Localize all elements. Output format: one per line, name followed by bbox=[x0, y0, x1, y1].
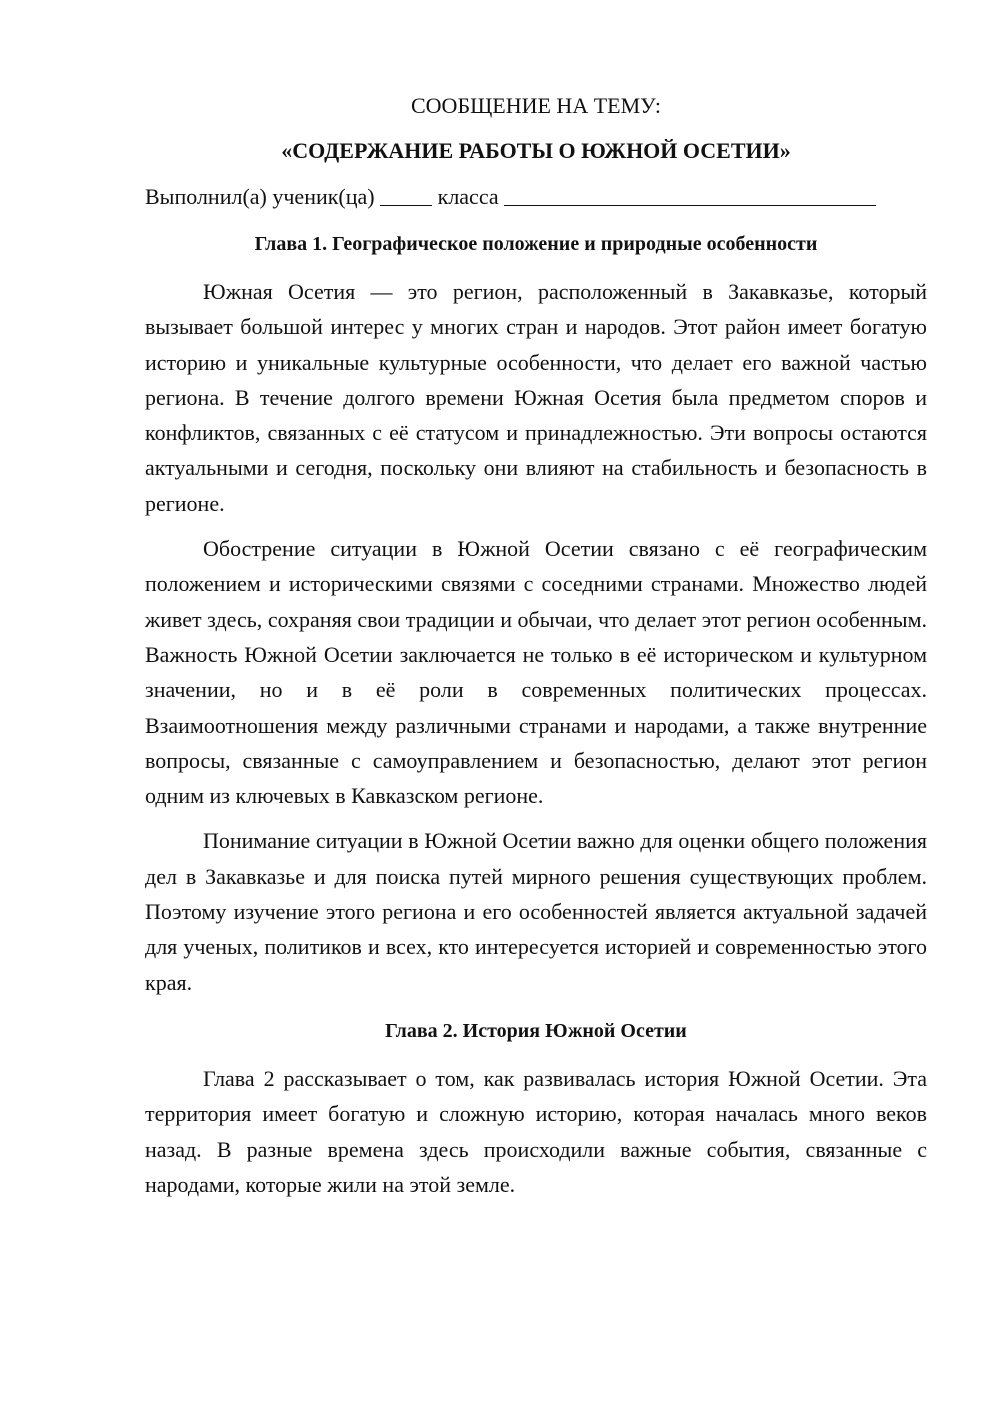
class-blank bbox=[504, 185, 876, 206]
chapter-2-title: Глава 2. История Южной Осетии bbox=[385, 1019, 687, 1042]
chapter-1-paragraph-1: Южная Осетия — это регион, расположенный в Закавказье, который вызывает большой интерес у многих стран и народов. Этот район имеет богатую историю и уникальные культурные особенности, что делает его важной частью региона. В течение долгого времени Южная Осетия была предметом споров и конфликтов, связанных с её статусом и принадлежностью. Эти вопросы остаются актуальными и сегодня, поскольку они влияют на стабильность и безопасность в регионе. bbox=[145, 279, 927, 516]
document-heading: СООБЩЕНИЕ НА ТЕМУ: bbox=[411, 93, 661, 118]
document-title: «СОДЕРЖАНИЕ РАБОТЫ О ЮЖНОЙ ОСЕТИИ» bbox=[281, 138, 791, 163]
chapter-1-paragraph-2: Обострение ситуации в Южной Осетии связано с её географическим положением и историческими связями с соседними странами. Множество людей живет здесь, сохраняя свои традиции и обычаи, что делает этот регион особенным. Важность Южной Осетии заключается не только в её историческом и культурном значении, но и в её роли в современных политических процессах. Взаимоотношения между различными странами и народами, а также внутренние вопросы, связанные с самоуправлением и безопасностью, делают этот регион одним из ключевых в Кавказском регионе. bbox=[145, 536, 927, 809]
chapter-2-paragraph-1: Глава 2 рассказывает о том, как развивалась история Южной Осетии. Эта территория имеет богатую и сложную историю, которая началась много веков назад. В разные времена здесь происходили важные события, связанные с народами, которые жили на этой земле. bbox=[145, 1065, 927, 1197]
class-label: класса bbox=[437, 184, 499, 209]
chapter-1-paragraph-3: Понимание ситуации в Южной Осетии важно для оценки общего положения дел в Закавказье и для поиска путей мирного решения существующих проблем. Поэтому изучение этого региона и его особенностей является актуальной задачей для ученых, политиков и всех, кто интересуется историей и современностью этого края. bbox=[145, 828, 927, 995]
grade-blank bbox=[380, 185, 432, 206]
author-label: Выполнил(а) ученик(ца) bbox=[145, 184, 375, 209]
author-line bbox=[145, 183, 927, 211]
document-page bbox=[145, 92, 927, 1212]
chapter-1-title: Глава 1. Географическое положение и природные особенности bbox=[254, 233, 818, 255]
